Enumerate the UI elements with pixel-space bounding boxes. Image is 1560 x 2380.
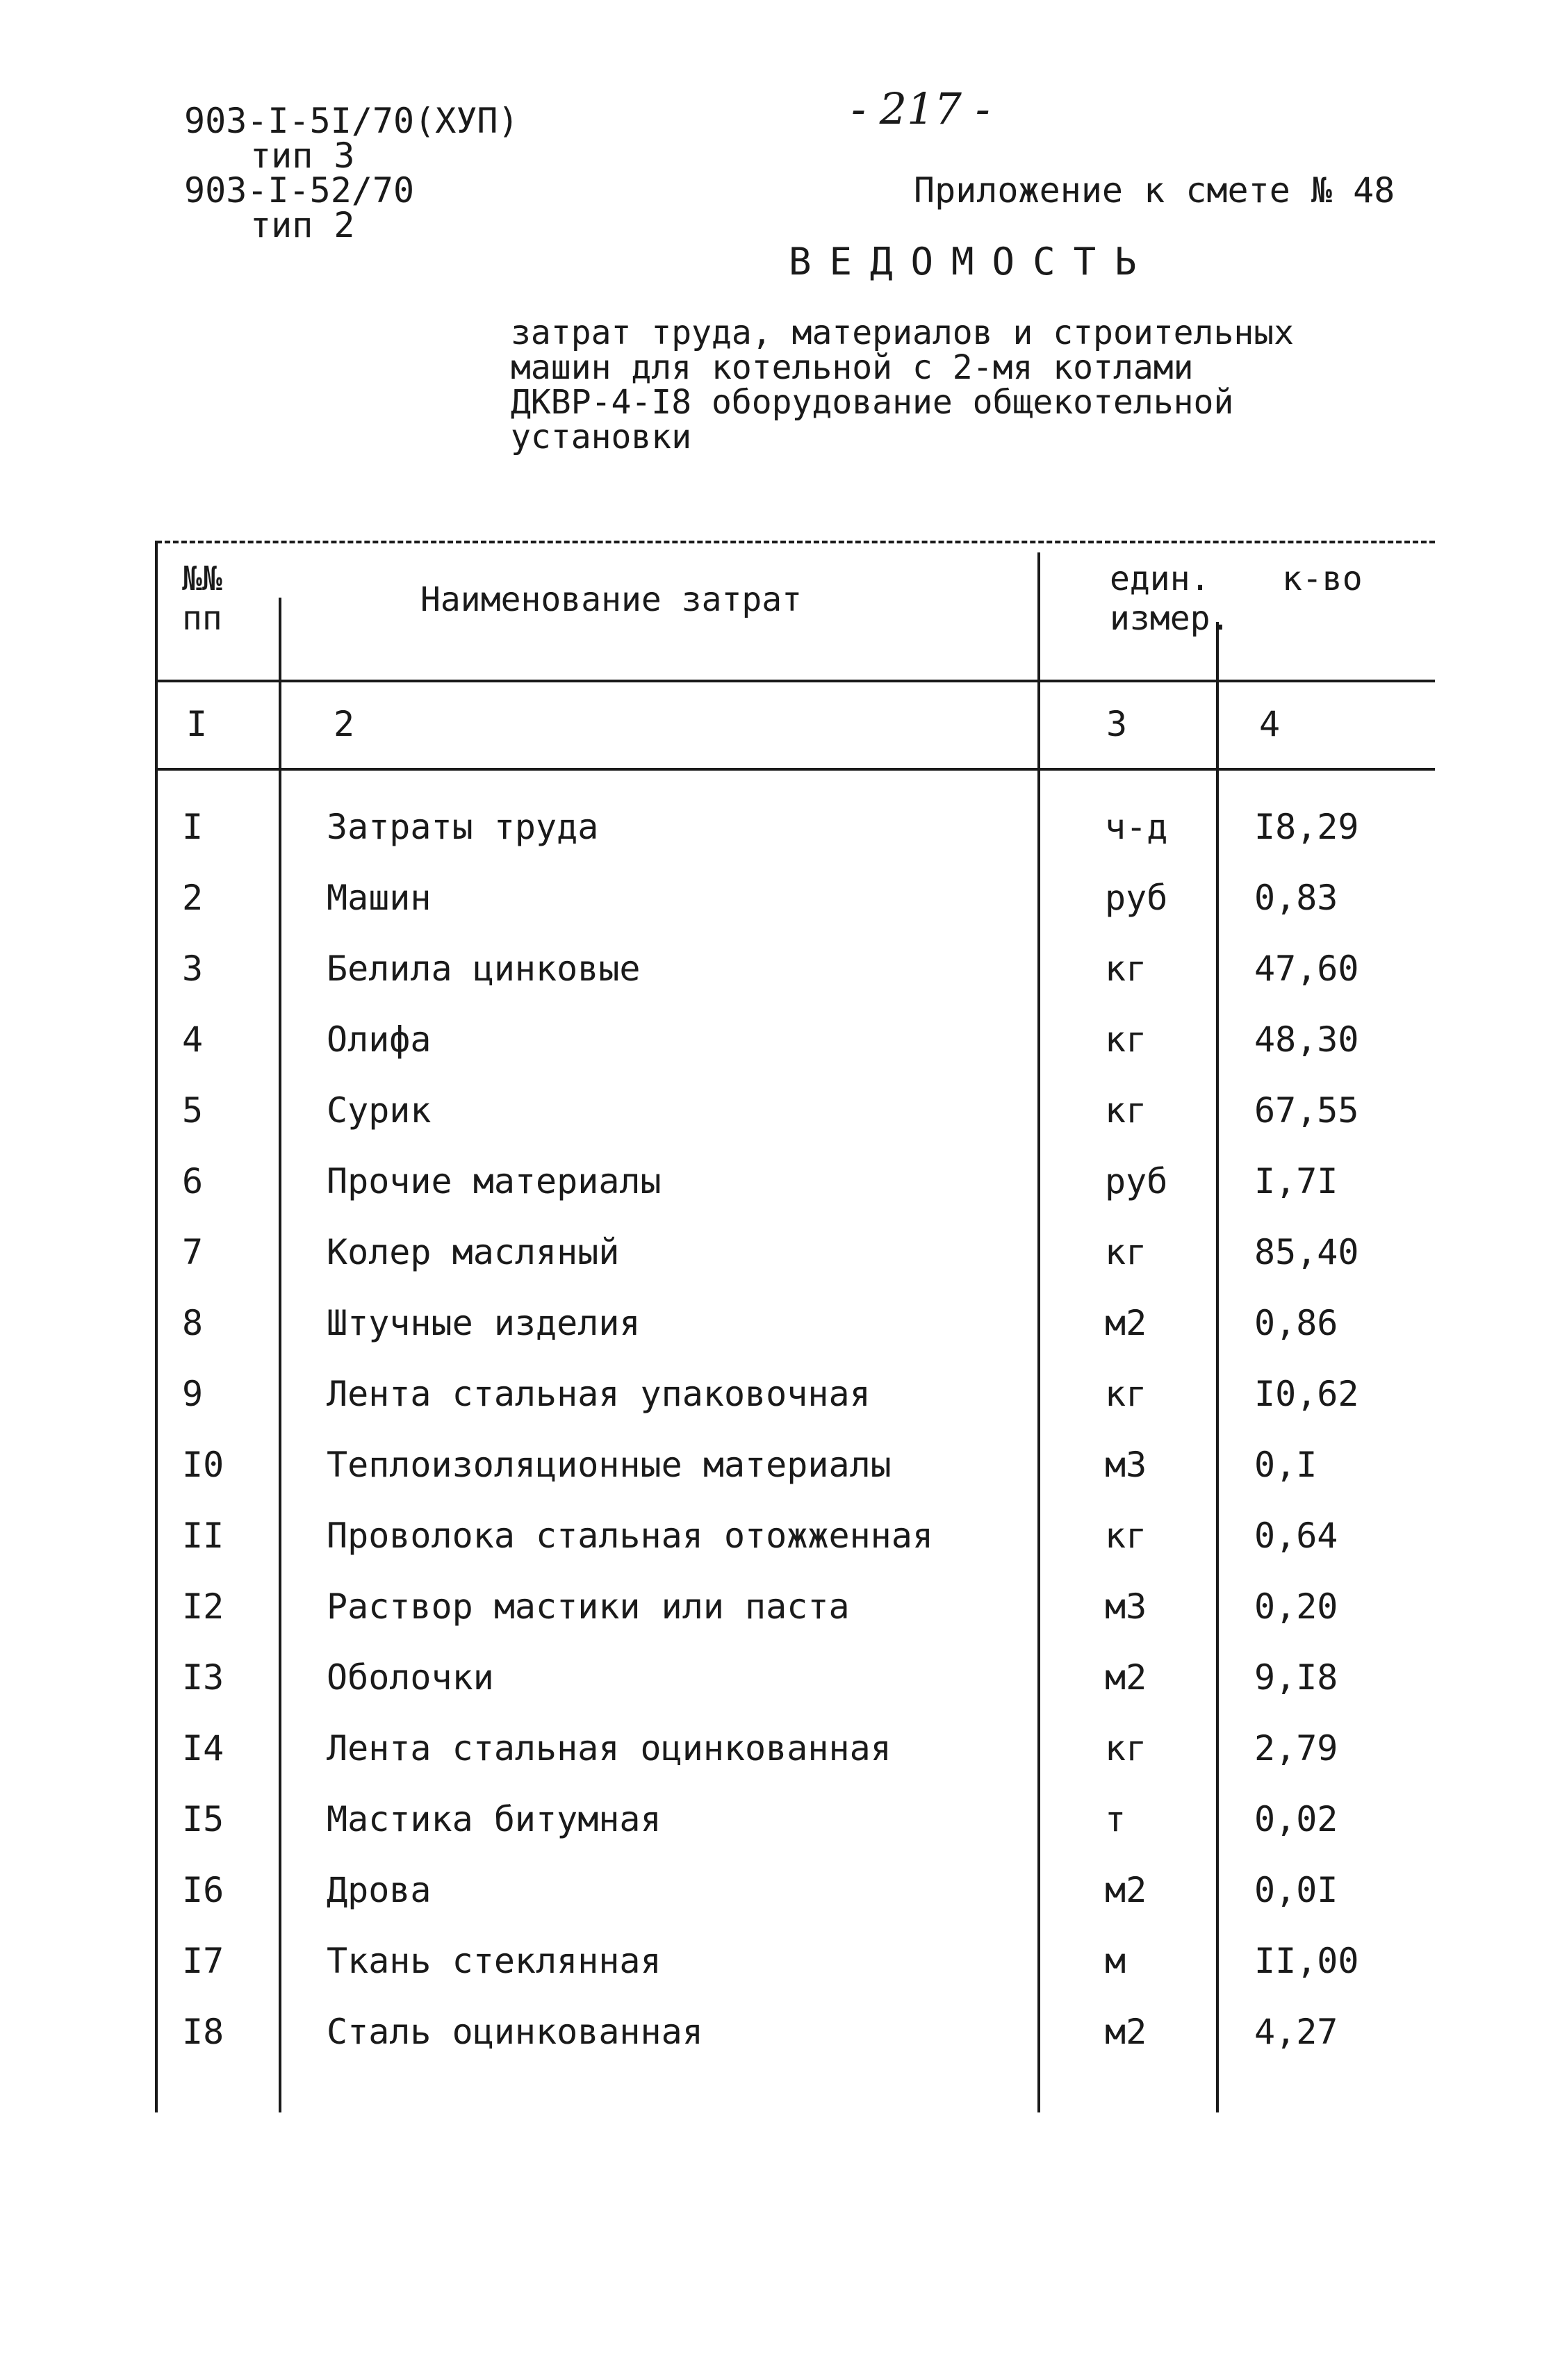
row-quantity: 0,0I bbox=[1254, 1870, 1338, 1910]
row-cost-name: Сурик bbox=[327, 1090, 432, 1131]
row-quantity: 85,40 bbox=[1254, 1232, 1359, 1272]
row-number: 4 bbox=[182, 1019, 204, 1060]
row-unit: м2 bbox=[1105, 1303, 1147, 1343]
row-unit: м2 bbox=[1105, 2012, 1147, 2052]
document-title: ВЕДОМОСТЬ bbox=[789, 240, 1155, 284]
row-unit: кг bbox=[1105, 1090, 1147, 1131]
row-number: I5 bbox=[182, 1799, 224, 1839]
row-number: I bbox=[182, 807, 204, 847]
row-quantity: 47,60 bbox=[1254, 949, 1359, 989]
appendix-reference: Приложение к смете № 48 bbox=[914, 170, 1395, 211]
row-cost-name: Лента стальная упаковочная bbox=[327, 1374, 871, 1414]
row-number: 2 bbox=[182, 878, 204, 918]
row-cost-name: Мастика битумная bbox=[327, 1799, 662, 1839]
row-number: 3 bbox=[182, 949, 204, 989]
row-unit: кг bbox=[1105, 1019, 1147, 1060]
row-cost-name: Штучные изделия bbox=[327, 1303, 641, 1343]
row-unit: м3 bbox=[1105, 1586, 1147, 1627]
row-cost-name: Сталь оцинкованная bbox=[327, 2012, 703, 2052]
column-divider-1 bbox=[279, 598, 281, 2112]
row-cost-name: Колер масляный bbox=[327, 1232, 620, 1272]
column-divider-3 bbox=[1216, 622, 1219, 2112]
row-number: I0 bbox=[182, 1445, 224, 1485]
row-unit: кг bbox=[1105, 1232, 1147, 1272]
description-line: ДКВР-4-I8 оборудование общекотельной bbox=[511, 383, 1234, 422]
row-quantity: 0,83 bbox=[1254, 878, 1338, 918]
table-top-border bbox=[156, 541, 1435, 543]
row-quantity: 0,I bbox=[1254, 1445, 1317, 1485]
row-unit: кг bbox=[1105, 1374, 1147, 1414]
row-quantity: I8,29 bbox=[1254, 807, 1359, 847]
row-unit: руб bbox=[1105, 1161, 1168, 1201]
project-type-2: тип 2 bbox=[250, 205, 355, 245]
row-unit: т bbox=[1105, 1799, 1126, 1839]
row-number: 7 bbox=[182, 1232, 204, 1272]
row-quantity: 0,64 bbox=[1254, 1516, 1338, 1556]
header-unit-line1: един. bbox=[1110, 559, 1210, 598]
row-quantity: I0,62 bbox=[1254, 1374, 1359, 1414]
row-number: 9 bbox=[182, 1374, 204, 1414]
header-num-line2: пп bbox=[182, 599, 222, 638]
header-name: Наименование затрат bbox=[420, 580, 803, 619]
row-cost-name: Олифа bbox=[327, 1019, 432, 1060]
row-number: I7 bbox=[182, 1941, 224, 1981]
row-cost-name: Лента стальная оцинкованная bbox=[327, 1728, 892, 1768]
column-numbers-divider bbox=[156, 768, 1435, 771]
row-quantity: 2,79 bbox=[1254, 1728, 1338, 1768]
column-number: 4 bbox=[1259, 704, 1281, 744]
column-number: 2 bbox=[334, 704, 355, 744]
header-divider bbox=[156, 680, 1435, 682]
row-unit: м2 bbox=[1105, 1870, 1147, 1910]
row-unit: м2 bbox=[1105, 1657, 1147, 1698]
row-quantity: I,7I bbox=[1254, 1161, 1338, 1201]
row-unit: м bbox=[1105, 1941, 1126, 1981]
row-quantity: 9,I8 bbox=[1254, 1657, 1338, 1698]
header-unit-line2: измер. bbox=[1110, 599, 1231, 638]
row-number: I4 bbox=[182, 1728, 224, 1768]
row-quantity: II,00 bbox=[1254, 1941, 1359, 1981]
row-quantity: 0,86 bbox=[1254, 1303, 1338, 1343]
project-code-2: 903-I-52/70 bbox=[184, 170, 415, 211]
row-cost-name: Дрова bbox=[327, 1870, 432, 1910]
description-line: машин для котельной с 2-мя котлами bbox=[511, 348, 1194, 387]
row-unit: кг bbox=[1105, 949, 1147, 989]
row-unit: руб bbox=[1105, 878, 1168, 918]
row-number: I8 bbox=[182, 2012, 224, 2052]
row-cost-name: Белила цинковые bbox=[327, 949, 641, 989]
row-unit: кг bbox=[1105, 1728, 1147, 1768]
page-number: - 217 - bbox=[851, 83, 990, 134]
row-cost-name: Оболочки bbox=[327, 1657, 494, 1698]
row-number: 5 bbox=[182, 1090, 204, 1131]
column-number: 3 bbox=[1106, 704, 1128, 744]
row-number: II bbox=[182, 1516, 224, 1556]
row-number: I6 bbox=[182, 1870, 224, 1910]
project-type-1: тип 3 bbox=[250, 136, 355, 176]
row-cost-name: Ткань стеклянная bbox=[327, 1941, 662, 1981]
row-quantity: 0,02 bbox=[1254, 1799, 1338, 1839]
row-cost-name: Прочие материалы bbox=[327, 1161, 662, 1201]
row-cost-name: Теплоизоляционные материалы bbox=[327, 1445, 892, 1485]
table-left-border bbox=[155, 541, 158, 2112]
header-qty: к-во bbox=[1282, 559, 1363, 598]
row-quantity: 0,20 bbox=[1254, 1586, 1338, 1627]
description-line: затрат труда, материалов и строительных bbox=[511, 313, 1295, 352]
project-code-1: 903-I-5I/70(ХУП) bbox=[184, 101, 519, 141]
description-line: установки bbox=[511, 418, 692, 457]
row-cost-name: Проволока стальная отожженная bbox=[327, 1516, 933, 1556]
row-number: 8 bbox=[182, 1303, 204, 1343]
column-number: I bbox=[186, 704, 208, 744]
column-divider-2 bbox=[1037, 552, 1040, 2112]
row-unit: кг bbox=[1105, 1516, 1147, 1556]
row-quantity: 67,55 bbox=[1254, 1090, 1359, 1131]
row-unit: м3 bbox=[1105, 1445, 1147, 1485]
row-unit: ч-д bbox=[1105, 807, 1168, 847]
row-number: 6 bbox=[182, 1161, 204, 1201]
row-quantity: 48,30 bbox=[1254, 1019, 1359, 1060]
row-cost-name: Раствор мастики или паста bbox=[327, 1586, 850, 1627]
row-cost-name: Машин bbox=[327, 878, 432, 918]
row-cost-name: Затраты труда bbox=[327, 807, 599, 847]
row-number: I2 bbox=[182, 1586, 224, 1627]
header-num-line1: №№ bbox=[182, 559, 222, 598]
row-number: I3 bbox=[182, 1657, 224, 1698]
row-quantity: 4,27 bbox=[1254, 2012, 1338, 2052]
